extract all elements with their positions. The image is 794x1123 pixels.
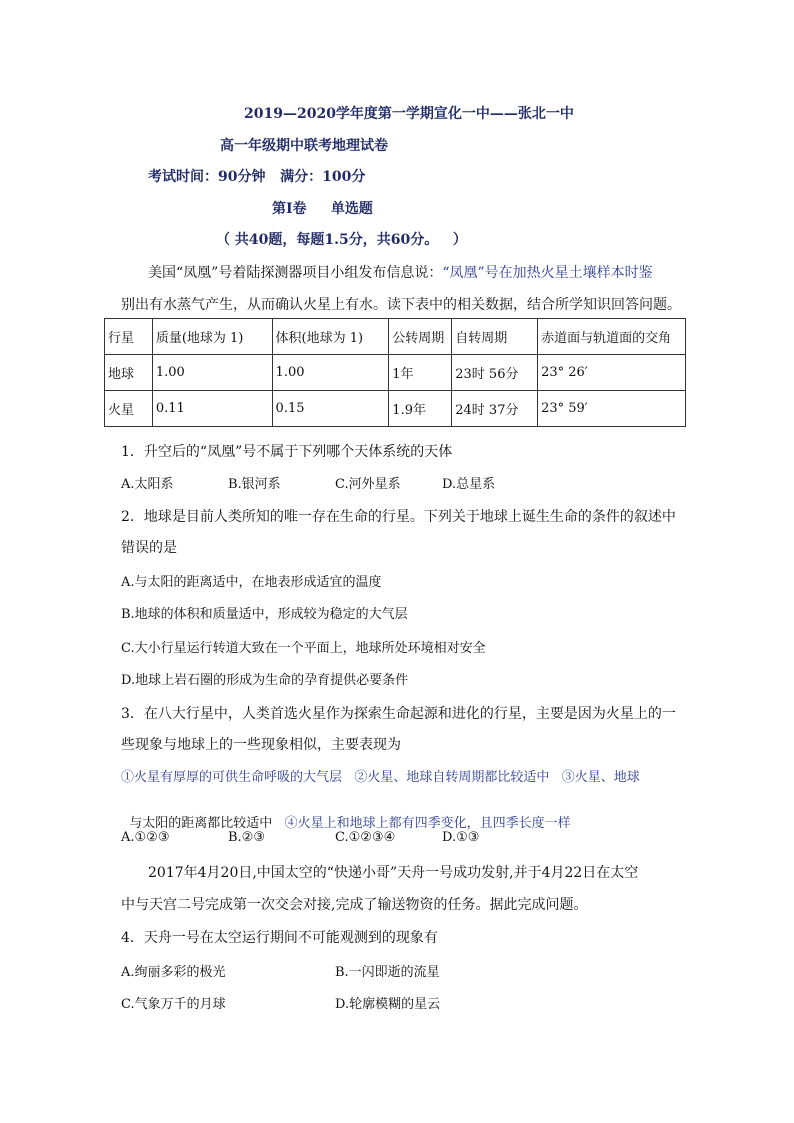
question-2-option-a: A.与太阳的距离适中，在地表形成适宜的温度 — [121, 575, 382, 590]
table-header-cell: 自转周期 — [452, 319, 538, 355]
table-row — [105, 355, 686, 391]
table-cell: 火星 — [105, 391, 153, 427]
intro-text: 美国“凤凰”号着陆探测器项目小组发布信息说： — [148, 265, 443, 281]
table-cell: 1.00 — [272, 355, 389, 391]
question-3-option-d: D.①③ — [442, 830, 480, 845]
table-cell: 0.15 — [272, 391, 389, 427]
question-4-option-b: B.一闪即逝的流星 — [335, 965, 440, 980]
table-cell: 23° 59′ — [538, 391, 686, 427]
question-1-option-b: B.银河系 — [228, 477, 281, 492]
table-cell: 1年 — [389, 355, 452, 391]
question-3-statements-line1: ①火星有厚厚的可供生命呼吸的大气层 ②火星、地球自转周期都比较适中 ③火星、地球 — [121, 770, 640, 785]
section-note: （ 共40题，每题1.5分，共60分。 ） — [216, 232, 467, 248]
table-cell: 23° 26′ — [538, 355, 686, 391]
intro2-line2: 中与天宫二号完成第一次交会对接,完成了输送物资的任务。据此完成问题。 — [121, 897, 588, 913]
table-cell: 24时 37分 — [452, 391, 538, 427]
planet-data-table — [104, 318, 686, 427]
question-2-stem-line1: 2．地球是目前人类所知的唯一存在生命的行星。下列关于地球上诞生生命的条件的叙述中 — [121, 509, 676, 525]
question-1-stem: 1．升空后的“凤凰”号不属于下列哪个天体系统的天体 — [121, 444, 453, 460]
question-3-option-a: A.①②③ — [121, 830, 170, 845]
question-3-option-c: C.①②③④ — [335, 830, 396, 845]
table-header-row — [105, 319, 686, 355]
question-3-stem-line2: 些现象与地球上的一些现象相似，主要表现为 — [121, 737, 401, 753]
question-3-statements-line2 — [121, 797, 571, 831]
question-1-option-a: A.太阳系 — [121, 477, 174, 492]
question-4-option-a: A.绚丽多彩的极光 — [121, 965, 226, 980]
table-cell: 23时 56分 — [452, 355, 538, 391]
table-header-cell: 质量(地球为 1) — [152, 319, 272, 355]
intro-paragraph-line1 — [148, 262, 653, 282]
table-row — [105, 391, 686, 427]
intro2-line1: 2017年4月20日,中国太空的“快递小哥”天舟一号成功发射,并于4月22日在太空 — [148, 865, 639, 881]
exam-title-line2: 高一年级期中联考地理试卷 — [220, 138, 388, 154]
table-header-cell: 公转周期 — [389, 319, 452, 355]
question-2-stem-line2: 错误的是 — [121, 540, 177, 556]
question-2-option-c: C.大小行星运行转道大致在一个平面上，地球所处环境相对安全 — [121, 641, 486, 656]
table-cell: 1.00 — [152, 355, 272, 391]
table-header-cell: 体积(地球为 1) — [272, 319, 389, 355]
question-4-option-c: C.气象万千的月球 — [121, 997, 226, 1012]
question-3-stem-line1: 3．在八大行星中，人类首选火星作为探索生命起源和进化的行星，主要是因为火星上的一 — [121, 706, 676, 722]
question-4-stem: 4．天舟一号在太空运行期间不可能观测到的现象有 — [121, 930, 438, 946]
question-4-option-d: D.轮廓模糊的星云 — [335, 997, 441, 1012]
intro-paragraph-line2: 别出有水蒸气产生，从而确认火星上有水。读下表中的相关数据，结合所学知识回答问题。 — [121, 297, 681, 313]
exam-info: 考试时间：90分钟 满分：100分 — [148, 169, 366, 185]
question-1-option-c: C.河外星系 — [335, 477, 401, 492]
table-cell: 地球 — [105, 355, 153, 391]
table-cell: 0.11 — [152, 391, 272, 427]
intro-quote: “凤凰”号在加热火星土壤样本时鉴 — [442, 265, 653, 281]
table-header-cell: 赤道面与轨道面的交角 — [538, 319, 686, 355]
statement-text: 与太阳的距离都比较适中 — [129, 816, 285, 831]
question-1-option-d: D.总星系 — [442, 477, 496, 492]
table-cell: 1.9年 — [389, 391, 452, 427]
exam-title-line1: 2019—2020学年度第一学期宣化一中——张北一中 — [244, 106, 574, 122]
table-header-cell: 行星 — [105, 319, 153, 355]
question-3-option-b: B.②③ — [228, 830, 265, 845]
question-2-option-b: B.地球的体积和质量适中，形成较为稳定的大气层 — [121, 607, 408, 622]
section-title: 第Ⅰ卷 单选题 — [272, 201, 373, 217]
question-2-option-d: D.地球上岩石圈的形成为生命的孕育提供必要条件 — [121, 673, 409, 688]
statement-four: ④火星上和地球上都有四季变化，且四季长度一样 — [284, 816, 571, 831]
